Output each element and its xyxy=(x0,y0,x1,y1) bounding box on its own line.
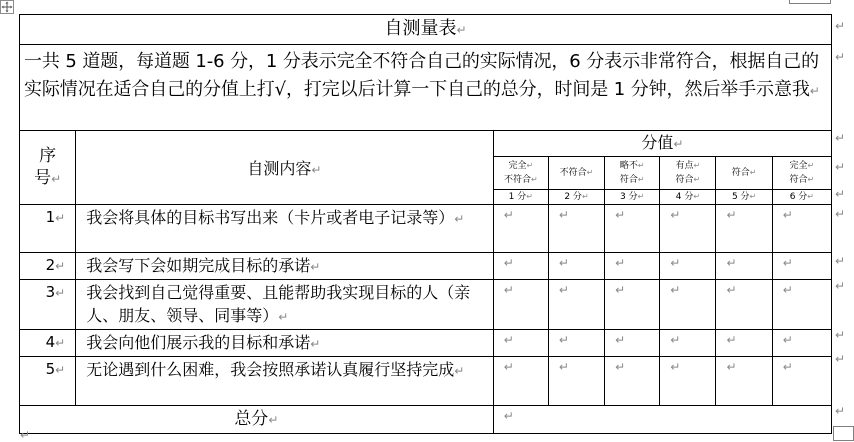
table-row xyxy=(20,357,832,406)
paragraph-mark: ↵ xyxy=(809,84,820,98)
paragraph-mark: ↵ xyxy=(558,360,569,374)
score-cell[interactable] xyxy=(493,357,548,406)
paragraph-mark: ↵ xyxy=(782,360,793,374)
paragraph-mark: ↵ xyxy=(586,168,594,177)
points-cell[interactable] xyxy=(716,190,772,205)
paragraph-mark: ↵ xyxy=(615,360,626,374)
paragraph-mark: ↵ xyxy=(670,333,681,347)
item-text-cell[interactable] xyxy=(76,253,494,280)
paragraph-mark: ↵ xyxy=(637,192,645,201)
text-boundary-box xyxy=(789,0,831,4)
points-cell[interactable] xyxy=(772,190,831,205)
instructions-text: 一共 5 道题，每道题 1-6 分，1 分表示完全不符合自己的实际情况，6 分表示非常符合，根据自己的实际情况在适合自己的分值上打√，打完以后计算一下自己的总分，时间是 1 分钟，然后举手示意我 xyxy=(24,51,819,100)
item-text-cell[interactable] xyxy=(76,205,494,253)
end-of-row-mark: ↵ xyxy=(835,187,846,201)
paragraph-mark: ↵ xyxy=(637,175,645,184)
level-cell[interactable] xyxy=(493,157,548,190)
total-score-cell[interactable] xyxy=(493,406,831,434)
level-label: 不符合 xyxy=(559,168,587,178)
paragraph-mark: ↵ xyxy=(726,333,737,347)
item-text: 我会写下会如期完成目标的承诺 xyxy=(86,256,311,275)
level-label: 符合 xyxy=(789,175,808,185)
end-of-row-mark: ↵ xyxy=(835,404,846,418)
paragraph-mark: ↵ xyxy=(726,283,737,297)
paragraph-mark: ↵ xyxy=(558,283,569,297)
paragraph-mark: ↵ xyxy=(454,212,465,226)
paragraph-mark: ↵ xyxy=(456,23,467,37)
table-title: 自测量表 xyxy=(384,18,457,39)
score-header-cell[interactable] xyxy=(493,131,831,157)
item-number-cell[interactable] xyxy=(20,357,76,406)
score-cell[interactable] xyxy=(548,357,604,406)
level-label: 符合 xyxy=(619,175,638,185)
paragraph-mark: ↵ xyxy=(637,161,645,170)
paragraph-mark: ↵ xyxy=(55,336,66,350)
score-cell[interactable] xyxy=(716,280,772,330)
table-move-handle[interactable] xyxy=(0,0,14,14)
content-header-cell[interactable] xyxy=(76,131,494,205)
points-cell[interactable] xyxy=(605,190,660,205)
score-cell[interactable] xyxy=(716,330,772,357)
score-cell[interactable] xyxy=(716,253,772,280)
score-cell[interactable] xyxy=(660,330,716,357)
end-of-row-mark: ↵ xyxy=(835,19,846,33)
points-label: 1 分 xyxy=(508,192,527,202)
paragraph-mark: ↵ xyxy=(615,208,626,222)
total-label: 总分 xyxy=(234,409,269,429)
score-cell[interactable] xyxy=(493,253,548,280)
paragraph-mark: ↵ xyxy=(558,256,569,270)
item-text-cell[interactable] xyxy=(76,357,494,406)
level-cell[interactable] xyxy=(716,157,772,190)
points-cell[interactable] xyxy=(493,190,548,205)
points-label: 2 分 xyxy=(564,192,582,202)
paragraph-mark: ↵ xyxy=(581,192,589,201)
end-of-row-mark: ↵ xyxy=(835,50,846,64)
paragraph-mark: ↵ xyxy=(693,175,701,184)
seq-header-cell[interactable] xyxy=(20,131,76,205)
level-label: 略不 xyxy=(619,161,638,171)
paragraph-mark: ↵ xyxy=(503,360,514,374)
points-cell[interactable] xyxy=(660,190,716,205)
item-number: 3 xyxy=(45,283,56,301)
points-label: 4 分 xyxy=(675,192,694,202)
score-cell[interactable] xyxy=(548,330,604,357)
score-cell[interactable] xyxy=(772,280,831,330)
paragraph-mark: ↵ xyxy=(55,363,66,377)
paragraph-mark: ↵ xyxy=(807,175,815,184)
paragraph-mark: ↵ xyxy=(558,333,569,347)
score-cell[interactable] xyxy=(660,205,716,253)
item-text: 我会找到自己觉得重要、且能帮助我实现目标的人（亲人、朋友、领导、同事等） xyxy=(86,283,471,325)
intro-row xyxy=(20,45,832,131)
score-cell[interactable] xyxy=(716,205,772,253)
paragraph-mark: ↵ xyxy=(558,208,569,222)
score-cell[interactable] xyxy=(605,253,660,280)
paragraph-mark: ↵ xyxy=(268,413,279,427)
paragraph-mark: ↵ xyxy=(726,208,737,222)
paragraph-mark: ↵ xyxy=(20,428,31,442)
score-header: 分值 xyxy=(641,133,674,152)
paragraph-mark: ↵ xyxy=(749,192,757,201)
paragraph-mark: ↵ xyxy=(55,259,66,273)
points-cell[interactable] xyxy=(548,190,604,205)
paragraph-mark: ↵ xyxy=(726,256,737,270)
points-label: 5 分 xyxy=(731,192,750,202)
paragraph-mark: ↵ xyxy=(310,260,321,274)
paragraph-mark: ↵ xyxy=(503,208,514,222)
item-text-cell[interactable] xyxy=(76,280,494,330)
total-row xyxy=(20,406,832,434)
points-label: 6 分 xyxy=(789,192,808,202)
paragraph-mark: ↵ xyxy=(51,172,62,186)
content-header: 自测内容 xyxy=(247,159,312,178)
paragraph-mark: ↵ xyxy=(503,256,514,270)
paragraph-mark: ↵ xyxy=(807,192,814,201)
total-label-cell[interactable] xyxy=(20,406,494,434)
paragraph-mark: ↵ xyxy=(55,211,66,225)
item-number-cell[interactable] xyxy=(20,205,76,253)
move-arrows-icon xyxy=(1,1,13,13)
item-number-cell[interactable] xyxy=(20,253,76,280)
score-cell[interactable] xyxy=(772,205,831,253)
score-cell[interactable] xyxy=(772,330,831,357)
paragraph-mark: ↵ xyxy=(526,161,534,170)
paragraph-mark: ↵ xyxy=(673,137,684,151)
item-text: 无论遇到什么困难，我会按照承诺认真履行坚持完成 xyxy=(86,360,455,379)
paragraph-mark: ↵ xyxy=(615,256,626,270)
item-number-cell[interactable] xyxy=(20,280,76,330)
paragraph-mark: ↵ xyxy=(670,256,681,270)
level-cell[interactable] xyxy=(605,157,660,190)
score-cell[interactable] xyxy=(548,280,604,330)
points-label: 3 分 xyxy=(620,192,638,202)
table-row xyxy=(20,330,832,357)
paragraph-mark: ↵ xyxy=(782,333,793,347)
paragraph-mark: ↵ xyxy=(503,409,514,423)
paragraph-mark: ↵ xyxy=(807,161,815,170)
score-cell[interactable] xyxy=(493,280,548,330)
paragraph-mark: ↵ xyxy=(615,283,626,297)
seq-header-line1: 序 xyxy=(39,146,57,166)
score-cell[interactable] xyxy=(548,253,604,280)
score-cell[interactable] xyxy=(660,280,716,330)
score-cell[interactable] xyxy=(605,280,660,330)
table-row xyxy=(20,280,832,330)
item-text: 我会向他们展示我的目标和承诺 xyxy=(86,333,311,352)
header-row xyxy=(20,131,832,157)
paragraph-mark: ↵ xyxy=(670,283,681,297)
level-cell[interactable] xyxy=(548,157,604,190)
level-cell[interactable] xyxy=(660,157,716,190)
score-cell[interactable] xyxy=(493,330,548,357)
item-text: 我会将具体的目标书写出来（卡片或者电子记录等） xyxy=(86,208,455,227)
item-number-cell[interactable] xyxy=(20,330,76,357)
instructions-cell[interactable] xyxy=(20,45,832,131)
score-cell[interactable] xyxy=(605,357,660,406)
level-label: 符合 xyxy=(731,168,750,178)
score-cell[interactable] xyxy=(772,253,831,280)
paragraph-mark: ↵ xyxy=(693,192,701,201)
paragraph-mark: ↵ xyxy=(782,208,793,222)
level-label: 完全 xyxy=(508,161,527,171)
item-number: 1 xyxy=(45,208,56,226)
level-label: 有点 xyxy=(675,161,694,171)
title-row xyxy=(20,15,832,45)
self-assessment-table xyxy=(19,14,832,434)
end-of-row-mark: ↵ xyxy=(835,254,846,268)
paragraph-mark: ↵ xyxy=(782,283,793,297)
paragraph-mark: ↵ xyxy=(749,168,757,177)
paragraph-mark: ↵ xyxy=(526,192,533,201)
paragraph-mark: ↵ xyxy=(670,360,681,374)
table-row xyxy=(20,205,832,253)
paragraph-mark: ↵ xyxy=(670,208,681,222)
table-resize-handle[interactable] xyxy=(833,426,854,441)
score-cell[interactable] xyxy=(660,253,716,280)
paragraph-mark: ↵ xyxy=(693,161,701,170)
end-of-row-mark: ↵ xyxy=(835,207,846,221)
score-cell[interactable] xyxy=(772,357,831,406)
end-of-row-mark: ↵ xyxy=(835,352,846,366)
paragraph-mark: ↵ xyxy=(55,286,66,300)
paragraph-mark: ↵ xyxy=(454,364,465,378)
paragraph-mark: ↵ xyxy=(530,175,538,184)
paragraph-mark: ↵ xyxy=(503,333,514,347)
item-number: 4 xyxy=(45,333,56,351)
paragraph-mark: ↵ xyxy=(311,163,322,177)
table-title-cell[interactable] xyxy=(20,15,832,45)
score-cell[interactable] xyxy=(660,357,716,406)
level-cell[interactable] xyxy=(772,157,831,190)
end-of-row-mark: ↵ xyxy=(835,279,846,293)
item-number: 5 xyxy=(45,360,56,378)
level-label: 完全 xyxy=(789,161,808,171)
paragraph-mark: ↵ xyxy=(726,360,737,374)
score-cell[interactable] xyxy=(716,357,772,406)
paragraph-mark: ↵ xyxy=(615,333,626,347)
level-label: 不符合 xyxy=(503,175,531,185)
paragraph-mark: ↵ xyxy=(310,337,321,351)
score-cell[interactable] xyxy=(605,330,660,357)
item-text-cell[interactable] xyxy=(76,330,494,357)
score-cell[interactable] xyxy=(548,205,604,253)
table-row xyxy=(20,253,832,280)
score-cell[interactable] xyxy=(493,205,548,253)
paragraph-mark: ↵ xyxy=(503,283,514,297)
score-cell[interactable] xyxy=(605,205,660,253)
paragraph-mark: ↵ xyxy=(782,256,793,270)
end-of-row-mark: ↵ xyxy=(835,160,846,174)
seq-header-line2: 号 xyxy=(34,168,52,188)
end-of-row-mark: ↵ xyxy=(835,131,846,145)
level-label: 符合 xyxy=(675,175,694,185)
paragraph-mark: ↵ xyxy=(278,310,289,324)
item-number: 2 xyxy=(45,256,56,274)
end-of-row-mark: ↵ xyxy=(835,328,846,342)
